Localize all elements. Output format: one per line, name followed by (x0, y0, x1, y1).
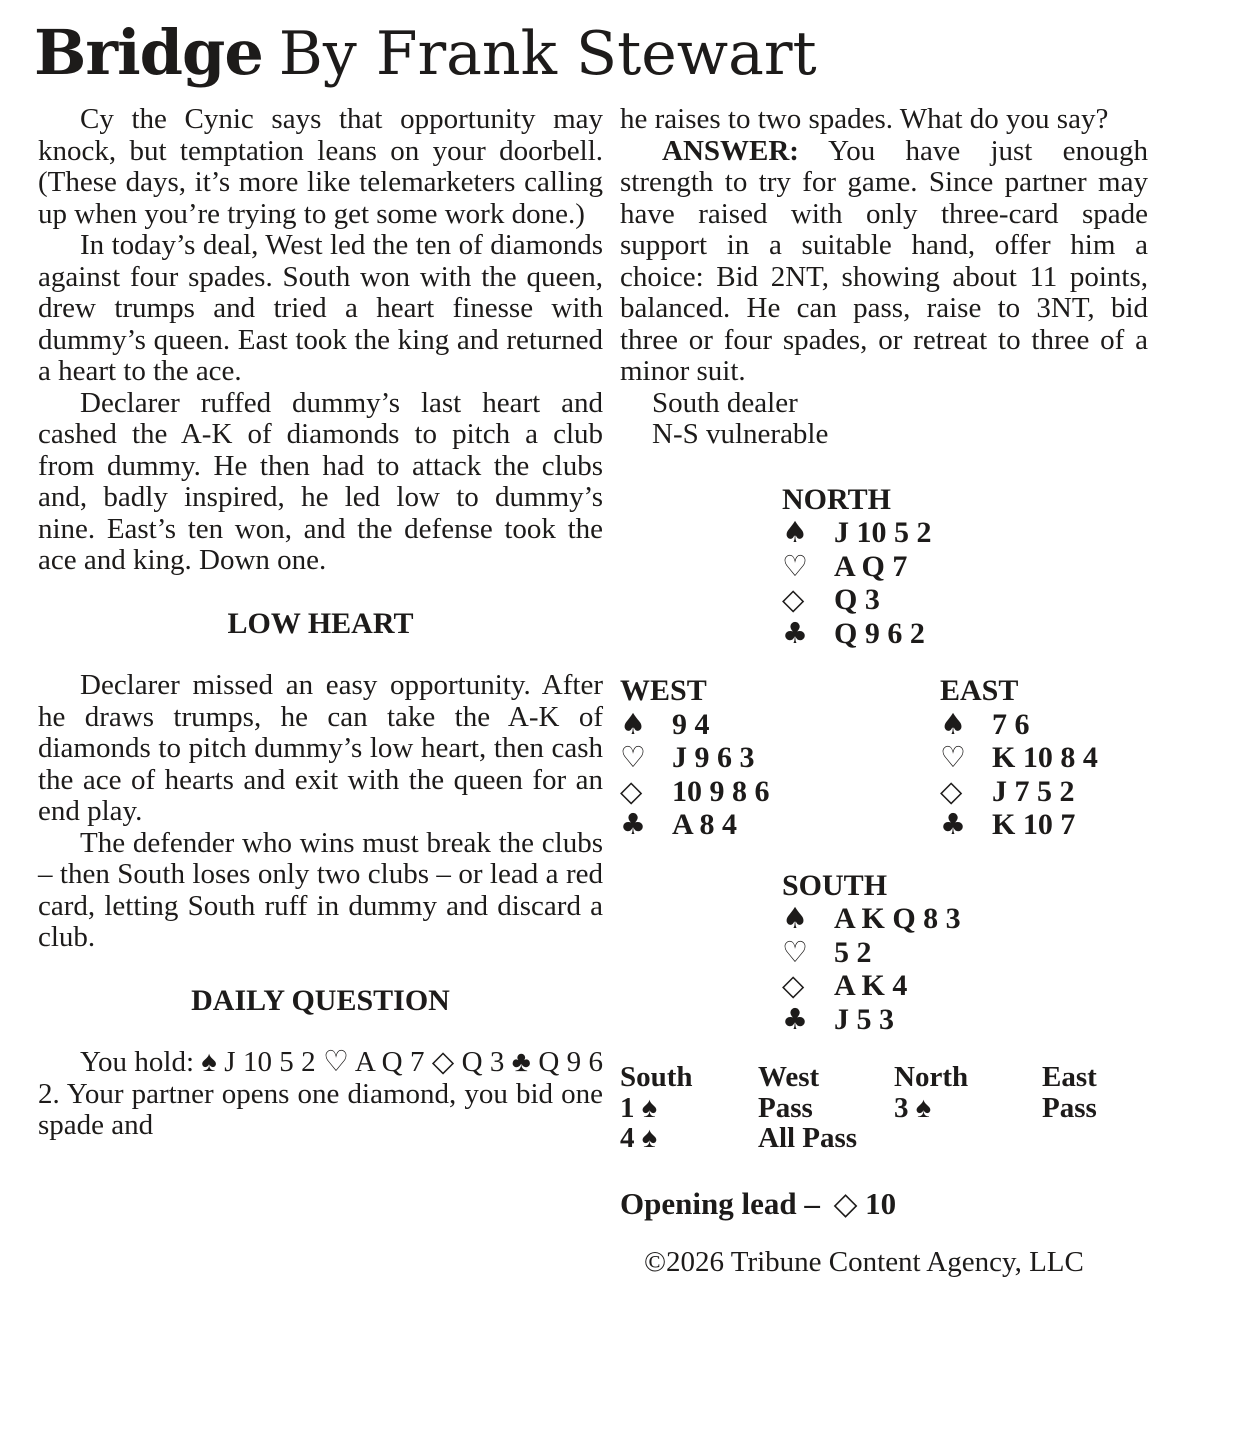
east-spades: 7 6 (992, 707, 1030, 741)
bidding-table (620, 1062, 1148, 1154)
spade-icon: ♠ (782, 515, 808, 549)
north-spades-row (782, 516, 1148, 550)
club-icon: ♣ (620, 807, 646, 841)
column-title: Bridge (34, 16, 263, 89)
east-diamonds: J 7 5 2 (992, 774, 1075, 808)
east-label: EAST (940, 674, 1019, 707)
west-hearts-row (620, 741, 940, 775)
column-byline: By Frank Stewart (278, 19, 817, 89)
opening-lead-card: ◇ 10 (833, 1185, 897, 1221)
bid-cell: 4 ♠ (620, 1122, 658, 1154)
heart-icon: ♡ (620, 740, 646, 774)
bidding-header-east: East (1042, 1061, 1097, 1093)
bid-cell: 3 ♠ (894, 1091, 932, 1124)
west-clubs: A 8 4 (672, 808, 738, 841)
east-clubs-row (940, 808, 1148, 842)
east-clubs: K 10 7 (992, 808, 1076, 841)
heart-icon: ♡ (782, 934, 808, 969)
east-hearts-row (940, 741, 1148, 775)
opening-lead (620, 1185, 1148, 1221)
west-spades: 9 4 (672, 707, 710, 741)
answer-label: ANSWER: (662, 134, 799, 167)
south-clubs: J 5 3 (834, 1002, 894, 1036)
spade-icon: ♠ (940, 706, 966, 741)
south-spades-row (782, 902, 1148, 936)
heart-icon: ♡ (782, 548, 808, 583)
copyright-line: ©2026 Tribune Content Agency, LLC (644, 1246, 1084, 1278)
paragraph-answer (620, 136, 1148, 388)
club-icon: ♣ (782, 615, 808, 650)
spade-icon: ♠ (782, 901, 808, 935)
south-diamonds: A K 4 (834, 969, 908, 1002)
north-hearts: A Q 7 (834, 549, 908, 583)
heading-low-heart: LOW HEART (227, 606, 414, 640)
bid-cell (1042, 1123, 1148, 1154)
diamond-icon: ◇ (620, 773, 643, 808)
dealer-line: South dealer (652, 386, 798, 419)
north-clubs-row (782, 617, 1148, 651)
bid-cell: Pass (1042, 1091, 1097, 1124)
paragraph-he-raises: he raises to two spades. What do you say? (620, 103, 1109, 135)
paragraph-cy-the-cynic: Cy the Cynic says that opportunity may knock, but temptation leans on your doorbell. (These days, it’s more like telemarketers calling up when you’re trying to get some work done.) (38, 103, 603, 230)
answer-text: You have just enough strength to try for game. Since partner may have raised with only three-card spade support in a suitable hand, offer him a choice: Bid 2NT, showing about 11 points, balanced. He can pass, raise to 3NT, bid three or four spades, or retreat to three of a minor suit. (620, 134, 1148, 387)
bidding-header-west: West (758, 1061, 820, 1093)
west-hearts: J 9 6 3 (672, 741, 755, 774)
west-diamonds: 10 9 8 6 (672, 774, 770, 808)
north-label: NORTH (782, 482, 891, 516)
opening-lead-label: Opening lead – (620, 1185, 820, 1221)
paragraph-declarer-missed: Declarer missed an easy opportunity. After he draws trumps, he can take the A-K of diamonds to pitch dummy’s low heart, then cash the ace of hearts and exit with the queen for an end play. (38, 669, 603, 827)
bidding-header-north: North (894, 1061, 969, 1093)
left-column (38, 104, 603, 1142)
west-east-row (620, 674, 1148, 842)
west-hand (620, 674, 940, 842)
east-spades-row (940, 708, 1148, 742)
diamond-icon: ◇ (782, 968, 805, 1002)
bid-cell: Pass (758, 1091, 813, 1124)
masthead (34, 16, 817, 89)
paragraph-declarer-ruffed: Declarer ruffed dummy’s last heart and cashed the A-K of diamonds to pitch a club from dummy. He then had to attack the clubs and, badly inspired, he led low to dummy’s nine. East’s ten won, and the defense took the ace and king. Down one. (38, 386, 603, 576)
east-diamonds-row (940, 775, 1148, 809)
paragraph-defender-wins: The defender who wins must break the clubs – then South loses only two clubs – or lead a red card, letting South ruff in dummy and discard a club. (38, 826, 603, 953)
east-hand (940, 674, 1148, 842)
paragraph-todays-deal: In today’s deal, West led the ten of diamonds against four spades. South won with the queen, drew trumps and tried a heart finesse with dummy’s queen. East took the king and returned a heart to the ace. (38, 229, 603, 387)
south-hearts-row (782, 936, 1148, 970)
bid-cell: 1 ♠ (620, 1091, 658, 1124)
west-label: WEST (620, 674, 707, 707)
diamond-icon: ◇ (782, 582, 805, 616)
bid-cell (894, 1123, 1042, 1154)
south-hearts: 5 2 (834, 935, 872, 969)
bid-cell: All Pass (758, 1122, 858, 1154)
paragraph-you-hold: You hold: ♠ J 10 5 2 ♡ A Q 7 ◇ Q 3 ♣ Q 9 6 2. Your partner opens one diamond, you bid one spade and (38, 1046, 603, 1141)
west-spades-row (620, 708, 940, 742)
south-spades: A K Q 8 3 (834, 902, 961, 935)
vulnerable-line: N-S vulnerable (652, 418, 829, 450)
club-icon: ♣ (940, 807, 966, 841)
south-hand (782, 869, 1148, 1037)
west-clubs-row (620, 808, 940, 842)
north-hand (782, 483, 1148, 651)
north-spades: J 10 5 2 (834, 516, 932, 549)
heart-icon: ♡ (940, 740, 966, 774)
right-column (620, 104, 1148, 1279)
east-hearts: K 10 8 4 (992, 741, 1098, 774)
west-diamonds-row (620, 775, 940, 809)
heading-daily-question: DAILY QUESTION (191, 983, 450, 1017)
south-clubs-row (782, 1003, 1148, 1037)
club-icon: ♣ (782, 1001, 808, 1036)
north-hearts-row (782, 550, 1148, 584)
diamond-icon: ◇ (940, 773, 963, 808)
north-diamonds: Q 3 (834, 583, 880, 616)
north-clubs: Q 9 6 2 (834, 616, 925, 650)
south-diamonds-row (782, 969, 1148, 1003)
bidding-header-south: South (620, 1061, 693, 1093)
south-label: SOUTH (782, 868, 888, 902)
north-diamonds-row (782, 583, 1148, 617)
spade-icon: ♠ (620, 706, 646, 741)
